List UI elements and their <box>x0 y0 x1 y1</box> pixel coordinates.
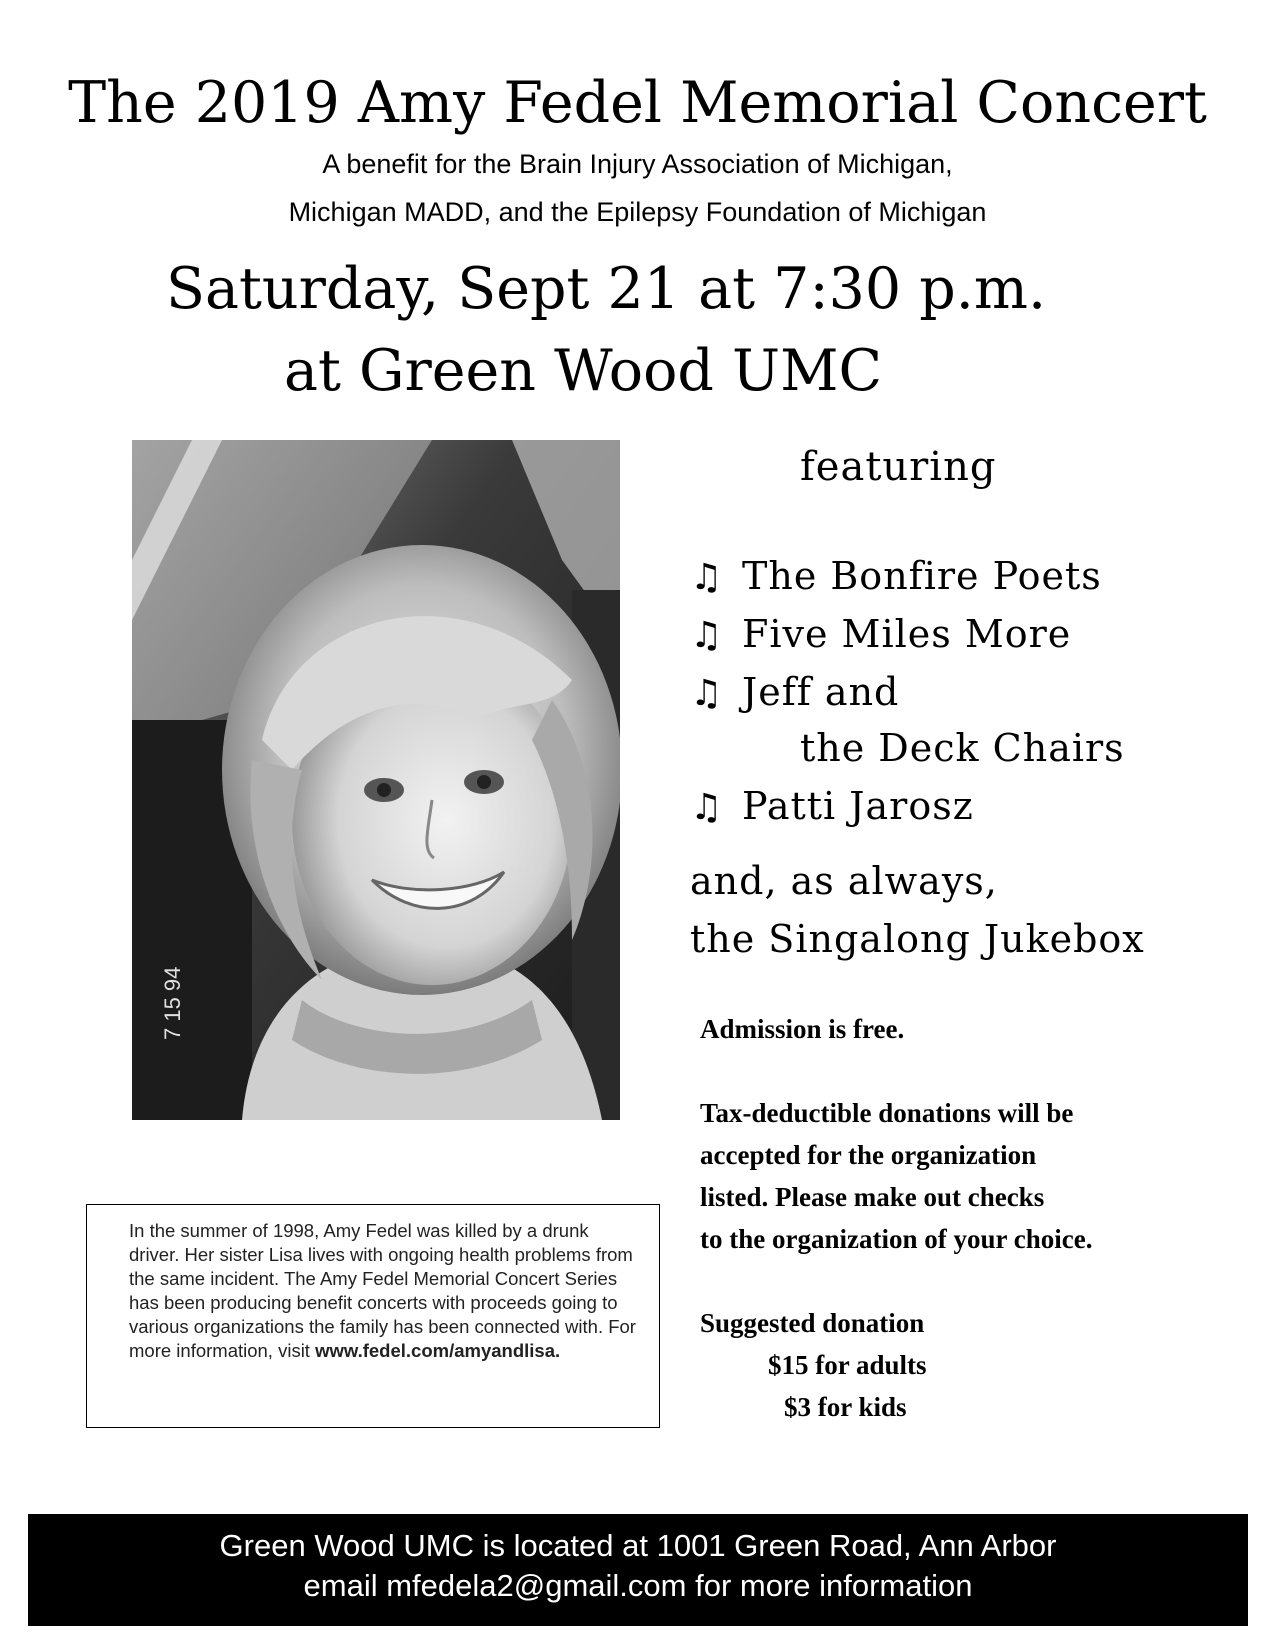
donation-line: accepted for the organization <box>700 1140 1037 1170</box>
closing-line-1: and, as always, <box>690 859 998 903</box>
event-venue: at Green Wood UMC <box>284 338 883 404</box>
portrait-illustration <box>132 440 620 1120</box>
act-name: The Bonfire Poets <box>742 554 1102 598</box>
act-name-continuation: the Deck Chairs <box>800 726 1125 770</box>
act-name: Jeff and <box>742 670 900 714</box>
admission-free: Admission is free. <box>700 1014 905 1044</box>
music-note-icon: ♫ <box>690 615 724 656</box>
closing-line-2: the Singalong Jukebox <box>690 917 1145 961</box>
website-link[interactable]: www.fedel.com/amyandlisa. <box>315 1340 561 1361</box>
footer-contact: email mfedela2@gmail.com for more information <box>303 1568 973 1603</box>
portrait-photo <box>132 440 620 1120</box>
featuring-label: featuring <box>800 444 997 490</box>
footer-address: Green Wood UMC is located at 1001 Green Road, Ann Arbor <box>219 1528 1057 1563</box>
poster-title: The 2019 Amy Fedel Memorial Concert <box>68 70 1207 136</box>
benefit-line-1: A benefit for the Brain Injury Association of Michigan, <box>322 149 953 179</box>
act-item <box>690 782 974 832</box>
act-item <box>690 552 1102 602</box>
act-item <box>690 668 899 718</box>
event-date: Saturday, Sept 21 at 7:30 p.m. <box>166 256 1047 322</box>
music-note-icon: ♫ <box>690 787 724 828</box>
memorial-story-box <box>86 1204 660 1428</box>
benefit-line-2: Michigan MADD, and the Epilepsy Foundation of Michigan <box>288 197 987 227</box>
donation-line: to the organization of your choice. <box>700 1224 1093 1254</box>
act-item <box>690 610 1071 660</box>
act-name: Patti Jarosz <box>742 784 974 828</box>
memorial-story-text: In the summer of 1998, Amy Fedel was killed by a drunk driver. Her sister Lisa lives with ongoing health problems from the same incident. The Amy Fedel Memorial Concert Series has been producing benefit concerts with proceeds going to various organizations the family has been connected with. For more information, visit <box>129 1220 636 1361</box>
music-note-icon: ♫ <box>690 673 724 714</box>
footer-banner <box>28 1514 1248 1626</box>
kids-price: $3 for kids <box>784 1392 907 1422</box>
music-note-icon: ♫ <box>690 557 724 598</box>
donation-line: Tax-deductible donations will be <box>700 1098 1074 1128</box>
suggested-donation-label: Suggested donation <box>700 1308 925 1338</box>
donation-line: listed. Please make out checks <box>700 1182 1045 1212</box>
act-name: Five Miles More <box>742 612 1072 656</box>
photo-date-stamp: 7 15 94 <box>160 966 185 1040</box>
adult-price: $15 for adults <box>768 1350 927 1380</box>
